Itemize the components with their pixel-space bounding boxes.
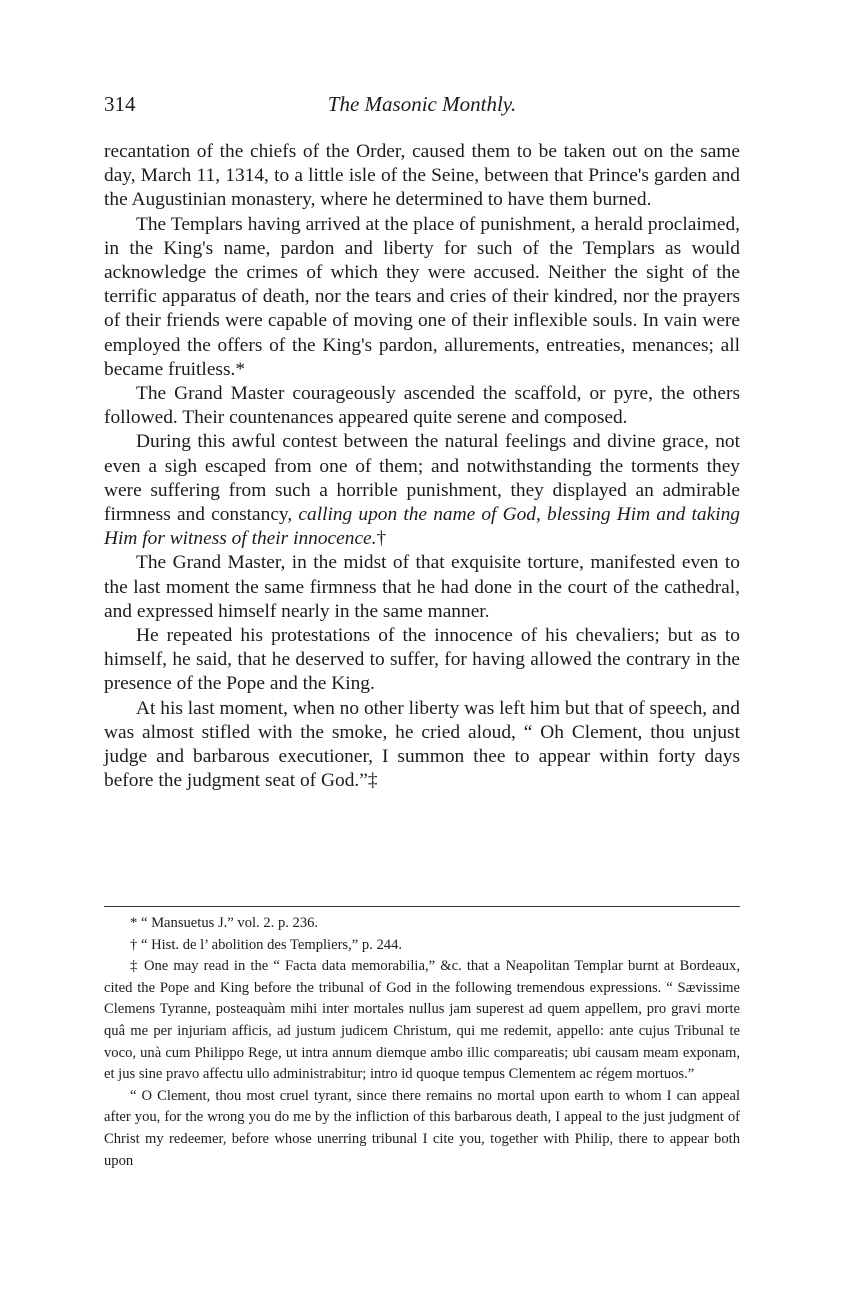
paragraph-6: He repeated his protestations of the innocence of his chevaliers; but as to himself, he said, that he deserved to suffer, for having allowed the contrary in the presence of the Pope and the King. (104, 625, 740, 695)
page-number: 314 (104, 92, 136, 116)
footnote-divider (104, 906, 740, 907)
paragraph-5: The Grand Master, in the midst of that exquisite torture, manifested even to the last moment the same firmness that he had done in the court of the cathedral, and expressed himself nearly in the same manner. (104, 552, 740, 622)
footnote-4: “ O Clement, thou most cruel tyrant, since there remains no mortal upon earth to whom I can appeal after you, for the wrong you do me by the infliction of this barbarous death, I appeal to the just judgment of Christ my redeemer, before whose unerring tribunal I cite you, together with Philip, there to appear both upon (104, 1087, 740, 1169)
running-title: The Masonic Monthly. (327, 92, 517, 116)
paragraph-4-text: During this awful contest between the natural feelings and divine grace, not even a sigh escaped from one of them; and notwithstanding the torments they were suffering from such a horrible punishment, they displayed an admirable firmness and constancy, (104, 431, 740, 526)
footnote-3: ‡ One may read in the “ Facta data memorabilia,” &c. that a Neapolitan Templar burnt at Bordeaux, cited the Pope and King before the tribunal of God in the following tremendous expressions. “ Sævissime Clemens Tyranne, posteaquàm mihi inter mortales nullus jam superest ad quem appellem, pro gravi morte quâ me per injuriam afficis, ad justum judicem Christum, qui me redemit, appello: ante cujus Tribunal te voco, unà cum Philippo Rege, ut intra annum diemque ambo illic compareatis; ubi causam meam exponam, et jus sine pravo affectu ullo administrabitur; intro id quoque tempus Clementem ac régem mortuos.” (104, 958, 740, 1083)
body-text (104, 140, 740, 793)
page-header (104, 92, 740, 124)
paragraph-4-italic-text: calling upon the name of God, blessing Him and taking Him for witness of their innocence. (104, 504, 740, 550)
footnote-mark-dagger: † (376, 528, 387, 550)
footnotes (104, 913, 740, 1172)
paragraph-2: The Templars having arrived at the place of punishment, a herald proclaimed, in the King's name, pardon and liberty for such of the Templars as would acknowledge the crimes of which they were accused. Neither the sight of the terrific apparatus of death, nor the tears and cries of their kindred, nor the prayers of their friends were capable of moving one of their inflexible souls. In vain were employed the offers of the King's pardon, allurements, entreaties, menances; all became fruitless.* (104, 213, 740, 380)
paragraph-1: recantation of the chiefs of the Order, caused them to be taken out on the same day, March 11, 1314, to a little isle of the Seine, between that Prince's garden and the Augustinian monastery, where he determined to have them burned. (104, 141, 740, 211)
paragraph-3: The Grand Master courageously ascended the scaffold, or pyre, the others followed. Their countenances appeared quite serene and composed. (104, 383, 740, 429)
paragraph-7: At his last moment, when no other liberty was left him but that of speech, and was almost stifled with the smoke, he cried aloud, “ Oh Clement, thou unjust judge and barbarous executioner, I summon thee to appear within forty days before the judgment seat of God.”‡ (104, 697, 740, 792)
footnote-2: † “ Hist. de l’ abolition des Templiers,” p. 244. (130, 936, 403, 953)
paragraph-4 (104, 430, 740, 551)
footnote-1: * “ Mansuetus J.” vol. 2. p. 236. (130, 915, 319, 931)
